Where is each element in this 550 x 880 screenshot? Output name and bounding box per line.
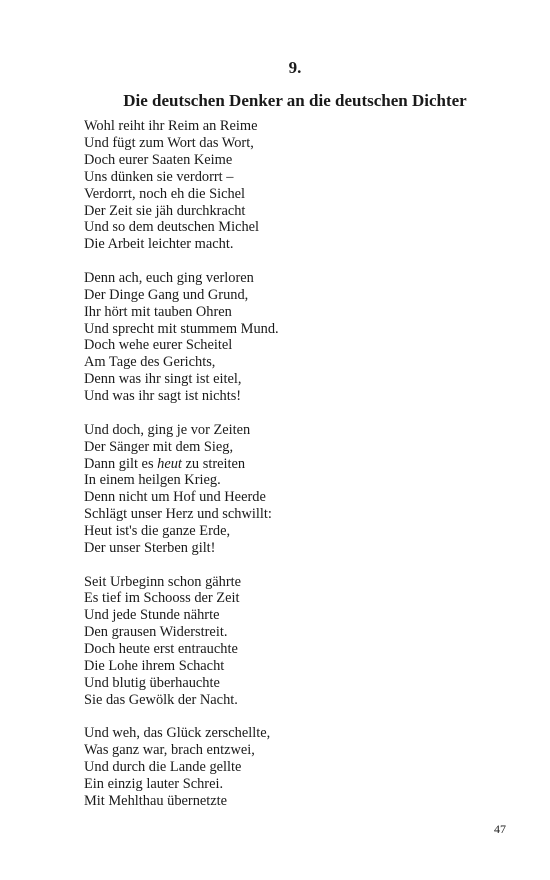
poem-line: Und durch die Lande gellte (84, 759, 242, 776)
poem-line: Und was ihr sagt ist nichts! (84, 388, 242, 405)
poem-line: Den grausen Widerstreit. (84, 624, 228, 641)
poem-line: Die Lohe ihrem Schacht (84, 658, 225, 675)
stanza (84, 118, 504, 253)
poem-line: Und blutig überhauchte (84, 674, 220, 691)
line-text: zu streiten (181, 455, 246, 472)
poem-line: Doch wehe eurer Scheitel (84, 337, 233, 354)
poem-line (84, 456, 504, 473)
stanza (84, 422, 504, 557)
poem-title: Die deutschen Denker an die deutschen Dichter (123, 91, 467, 110)
poem-line: Seit Urbeginn schon gährte (84, 573, 242, 590)
poem-body (84, 118, 504, 827)
poem-line: Denn was ihr singt ist eitel, (84, 371, 242, 388)
stanza (84, 725, 504, 810)
poem-line: Heut ist's die ganze Erde, (84, 523, 231, 540)
poem-line: Doch heute erst entrauchte (84, 641, 238, 658)
emphasized-word: heut (157, 455, 182, 472)
poem-line: Und fügt zum Wort das Wort, (84, 134, 254, 151)
poem-line: Und jede Stunde nährte (84, 607, 220, 624)
poem-line: Und sprecht mit stummem Mund. (84, 320, 279, 337)
poem-number: 9. (288, 58, 302, 77)
poem-line: Denn ach, euch ging verloren (84, 269, 254, 286)
line-text: Dann gilt es (84, 455, 158, 472)
poem-line: Und so dem deutschen Michel (84, 219, 260, 236)
poem-line: In einem heilgen Krieg. (84, 472, 221, 489)
poem-line: Wohl reiht ihr Reim an Reime (84, 118, 258, 134)
poem-line: Denn nicht um Hof und Heerde (84, 489, 266, 506)
poem-line: Doch eurer Saaten Keime (84, 151, 233, 168)
poem-line: Der unser Sterben gilt! (84, 540, 216, 557)
poem-line: Was ganz war, brach entzwei, (84, 742, 255, 759)
poem-line: Sie das Gewölk der Nacht. (84, 691, 238, 708)
stanza (84, 574, 504, 709)
poem-line: Ein einzig lauter Schrei. (84, 776, 224, 793)
poem-line: Am Tage des Gerichts, (84, 354, 216, 371)
poem-line: Es tief im Schooss der Zeit (84, 590, 240, 607)
poem-line: Verdorrt, noch eh die Sichel (84, 185, 246, 202)
poem-line: Ihr hört mit tauben Ohren (84, 303, 232, 320)
poem-line: Schlägt unser Herz und schwillt: (84, 506, 272, 523)
poem-line: Die Arbeit leichter macht. (84, 236, 234, 253)
poem-line: Und weh, das Glück zerschellte, (84, 725, 271, 742)
poem-line: Uns dünken sie verdorrt – (84, 168, 234, 185)
stanza (84, 270, 504, 405)
page-number: 47 (494, 822, 506, 836)
poem-line: Der Dinge Gang und Grund, (84, 286, 249, 303)
poem-line: Der Zeit sie jäh durchkracht (84, 202, 246, 219)
poem-line: Mit Mehlthau übernetzte (84, 793, 228, 809)
poem-line: Der Sänger mit dem Sieg, (84, 438, 234, 455)
poem-line: Und doch, ging je vor Zeiten (84, 421, 251, 438)
